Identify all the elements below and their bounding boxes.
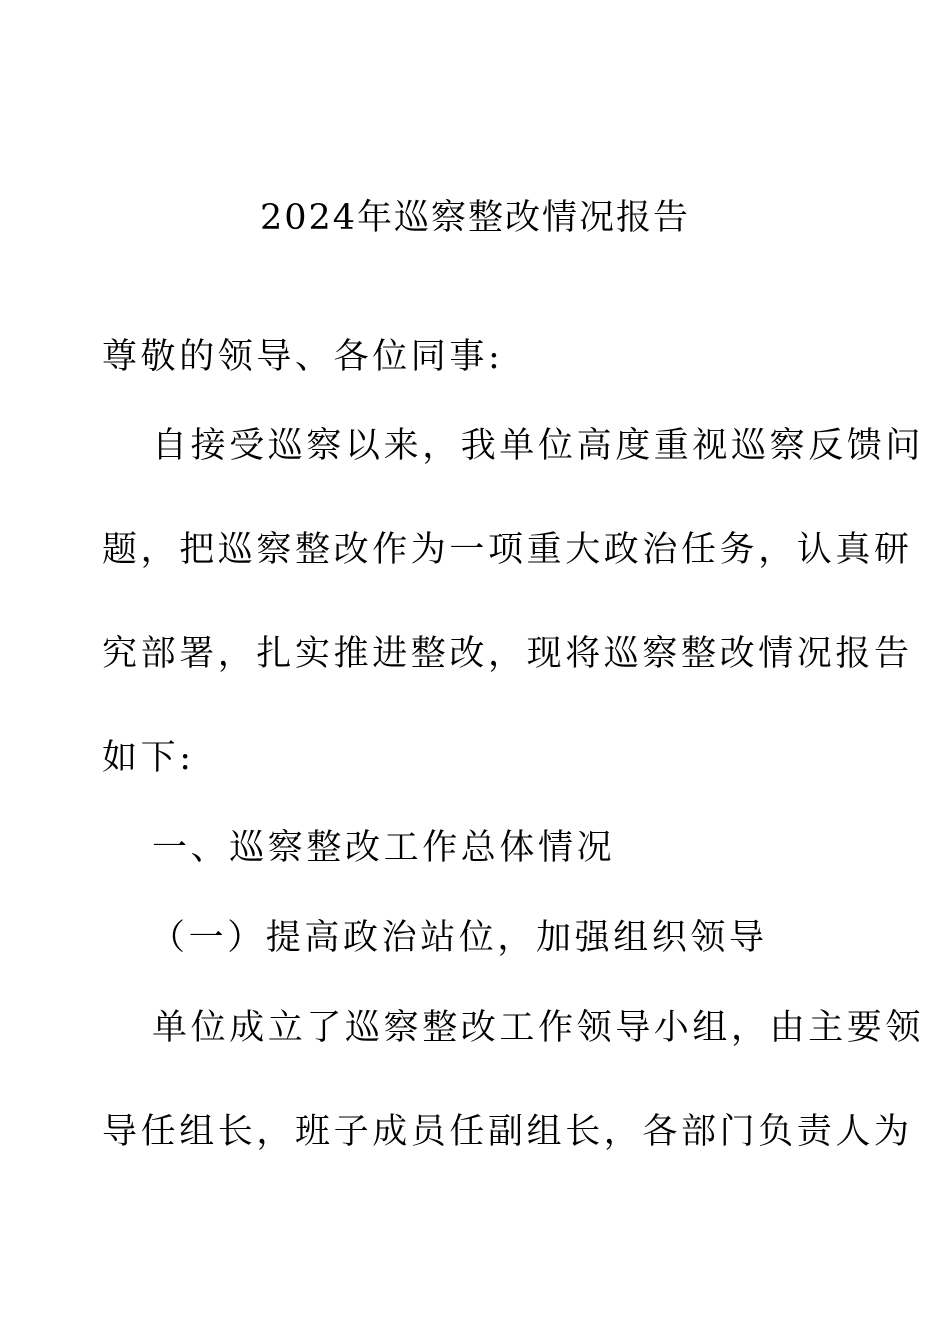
subsection-heading: （一）提高政治站位，加强组织领导 [150, 918, 768, 958]
paragraph-line: 究部署，扎实推进整改，现将巡察整改情况报告 [102, 634, 913, 674]
document-title: 2024年巡察整改情况报告 [259, 198, 691, 238]
paragraph-line: 如下: [102, 738, 195, 778]
paragraph-line: 题，把巡察整改作为一项重大政治任务，认真研 [102, 530, 913, 570]
section-heading: 一、巡察整改工作总体情况 [152, 828, 616, 868]
salutation: 尊敬的领导、各位同事: [102, 337, 504, 377]
paragraph-line: 单位成立了巡察整改工作领导小组，由主要领 [152, 1008, 925, 1048]
paragraph-line: 自接受巡察以来，我单位高度重视巡察反馈问 [152, 426, 925, 466]
paragraph-line: 导任组长，班子成员任副组长，各部门负责人为 [102, 1112, 913, 1152]
